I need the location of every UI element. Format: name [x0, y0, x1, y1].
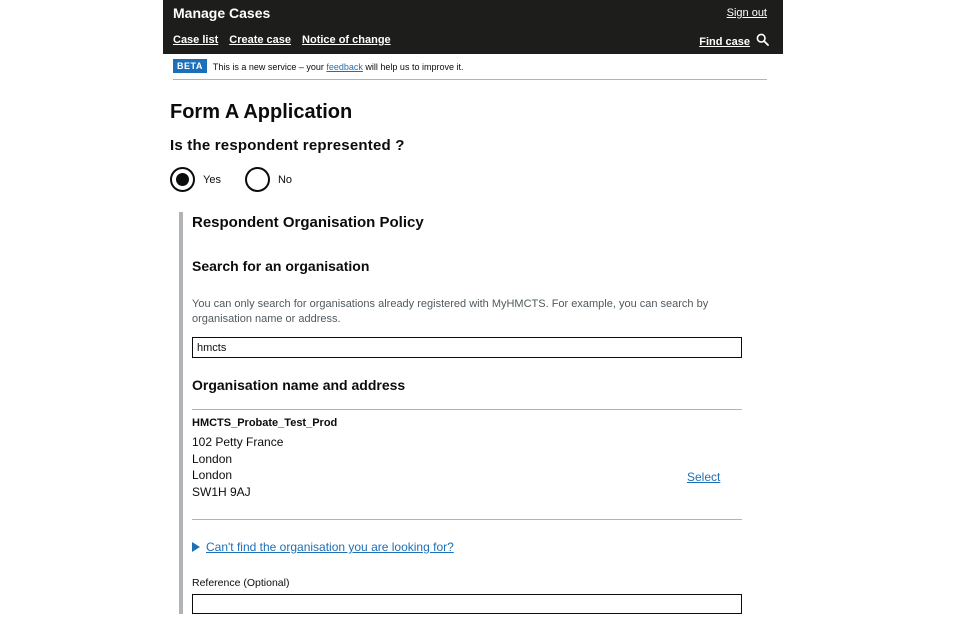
page-title: Form A Application	[170, 101, 353, 123]
triangle-right-icon	[192, 542, 200, 552]
reference-input[interactable]	[192, 594, 742, 614]
cant-find-details[interactable]	[192, 540, 454, 554]
feedback-link[interactable]: feedback	[326, 62, 363, 72]
radio-no[interactable]	[245, 167, 292, 192]
find-case-label: Find case	[699, 36, 750, 48]
search-heading: Search for an organisation	[192, 258, 370, 274]
find-case-link[interactable]	[699, 33, 769, 51]
radio-no-label[interactable]: No	[277, 173, 293, 186]
search-icon	[756, 33, 769, 51]
org-name: HMCTS_Probate_Test_Prod	[192, 417, 338, 429]
radio-yes[interactable]	[170, 167, 221, 192]
represented-question: Is the respondent represented ?	[170, 137, 405, 154]
sign-out-link[interactable]: Sign out	[726, 7, 767, 19]
represented-radios	[170, 167, 292, 192]
header-bar	[163, 0, 783, 54]
app-title: Manage Cases	[173, 5, 271, 21]
beta-banner	[173, 59, 767, 80]
divider-top	[192, 409, 742, 410]
search-hint: You can only search for organisations already registered with MyHMCTS. For example, you can search by organisation name or address.	[192, 298, 709, 325]
beta-tag: BETA	[173, 59, 207, 73]
radio-yes-label[interactable]: Yes	[203, 173, 221, 186]
address-line-1: 102 Petty France	[192, 435, 284, 449]
radio-yes-circle[interactable]	[170, 167, 195, 192]
beta-text-before: This is a new service – your	[212, 62, 327, 72]
nav-case-list[interactable]: Case list	[173, 34, 219, 46]
policy-title: Respondent Organisation Policy	[192, 214, 424, 231]
beta-text-after: will help us to improve it.	[362, 62, 464, 72]
radio-no-circle[interactable]	[245, 167, 270, 192]
org-heading: Organisation name and address	[192, 377, 406, 393]
primary-nav	[173, 34, 391, 46]
address-line-3: London	[192, 468, 233, 482]
page	[163, 0, 783, 640]
reference-label: Reference (Optional)	[192, 577, 290, 589]
conditional-panel-border	[179, 212, 183, 614]
address-line-2: London	[192, 451, 233, 466]
beta-text	[213, 59, 464, 72]
select-organisation-link[interactable]: Select	[687, 470, 721, 484]
org-address	[192, 434, 283, 500]
nav-notice-of-change[interactable]: Notice of change	[302, 34, 391, 46]
organisation-search-input[interactable]	[192, 337, 742, 358]
cant-find-link[interactable]: Can't find the organisation you are looking for?	[206, 540, 454, 554]
address-postcode: SW1H 9AJ	[192, 484, 251, 499]
divider-bottom	[192, 519, 742, 520]
nav-create-case[interactable]: Create case	[229, 34, 292, 46]
